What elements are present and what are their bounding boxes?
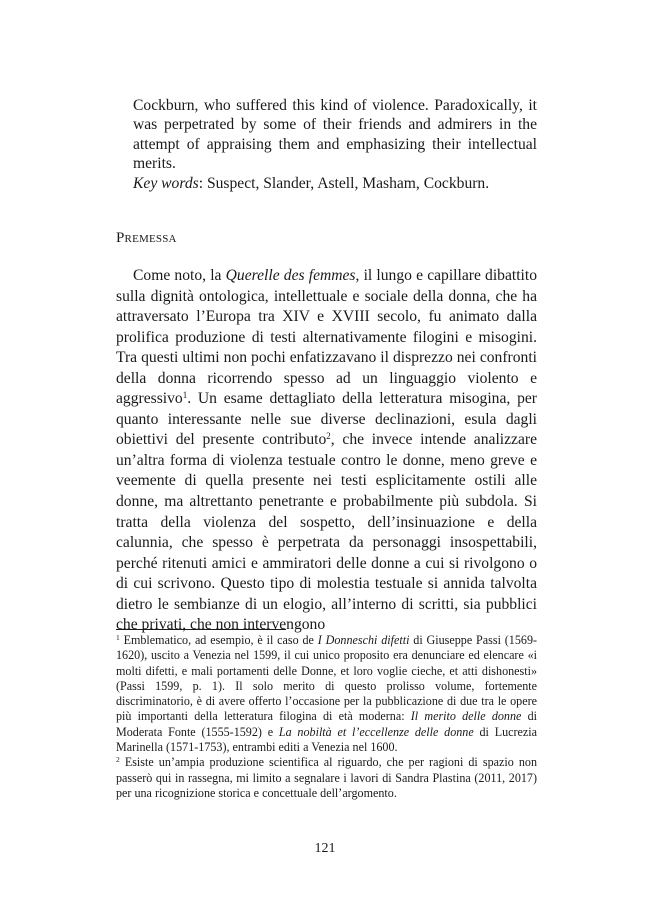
- keywords-label: Key words: [133, 174, 199, 192]
- footnote-text-run: di Lucrezia Marinella (1571-1753), entrambi editi a Venezia nel 1600.: [116, 724, 537, 755]
- footnote-text-run: di Giuseppe Passi (1569-1620), uscito a Venezia nel 1599, il cui unico proposito era denunciare ed elencare «i molti difetti, e mali portamenti delle Donne, et loro voglie cieche, et atti dishonesti» (Passi 1599, p. 1). Il solo merito di questo prolisso volume, fortemente discriminatorio, è di avere offerto l’occasione per la pubblicazione di due tra le opere più importanti della letteratura filogina di età moderna:: [116, 633, 538, 724]
- keywords-line: [133, 174, 537, 193]
- footnote-number: 1: [116, 633, 120, 642]
- section-heading: Premessa: [116, 230, 177, 246]
- body-paragraph: [116, 266, 537, 636]
- keywords-list: Suspect, Slander, Astell, Masham, Cockburn.: [206, 174, 490, 192]
- body-text-run: . Un esame dettagliato della letteratura misogina, per quanto interessante nelle sue diverse declinazioni, esula dagli obiettivi del presente contributo: [116, 390, 537, 449]
- footnote-1: [116, 633, 537, 755]
- footnote-ref-1[interactable]: 1: [182, 390, 188, 401]
- footnote-text-run: Esiste un’ampia produzione scientifica al riguardo, che per ragioni di spazio non passerò qui in rassegna, mi limito a segnalare i lavori di Sandra Plastina (2011, 2017) per una ricognizione storica e concettuale dell’argomento.: [116, 755, 537, 800]
- abstract-text: Cockburn, who suffered this kind of violence. Paradoxically, it was perpetrated by some of their friends and admirers in the attempt of appraising them and emphasizing their intellectual merits.: [133, 97, 537, 173]
- footnote-separator: [116, 629, 286, 630]
- work-title: La nobiltà et l’eccellenze delle donne: [278, 724, 474, 739]
- work-title: I Donneschi difetti: [317, 633, 410, 647]
- footnote-number: 2: [116, 755, 120, 765]
- footnotes: [116, 633, 537, 801]
- body-text-run: , il lungo e capillare dibattito sulla dignità ontologica, intellettuale e sociale della donna, che ha attraversato l’Europa tra XIV e XVIII secolo, fu animato dalla prolifica produzione di testi alternativamente filogini e misogini. Tra questi ultimi non pochi enfatizzavano il disprezzo nei confronti della donna ricorrendo spesso ad un linguaggio violento e aggressivo: [116, 267, 538, 408]
- work-title: Il merito delle donne: [410, 709, 522, 724]
- footnote-text-run: Emblematico, ad esempio, è il caso de: [119, 633, 318, 647]
- abstract-block: [133, 96, 537, 193]
- work-title: Querelle des femmes: [225, 267, 356, 284]
- footnote-ref-2[interactable]: 2: [326, 431, 331, 442]
- body-text-run: , che invece intende analizzare un’altra forma di violenza testuale contro le donne, meno greve e veemente di quella presente nei testi esplicitamente ostili alle donne, ma altrettanto penetrante e probabilmente più subdola. Si tratta della violenza del sospetto, dell’insinuazione e della calunnia, che spesso è perpetrata da personaggi insospettabili, perché ritenuti amici e ammiratori delle donne a cui si rivolgono o di cui scrivono. Questo tipo di molestia testuale si annida talvolta dietro le sembianze di un elogio, all’interno di scritti, sia pubblici che privati, che non intervengono: [116, 431, 537, 634]
- footnote-text-run: di Moderata Fonte (1555-1592) e: [116, 709, 538, 739]
- body-text: [116, 266, 537, 636]
- keywords-separator: :: [198, 174, 207, 192]
- page-number: 121: [314, 841, 336, 856]
- body-text-run: Come noto, la: [133, 267, 226, 284]
- footnote-2: [116, 755, 537, 801]
